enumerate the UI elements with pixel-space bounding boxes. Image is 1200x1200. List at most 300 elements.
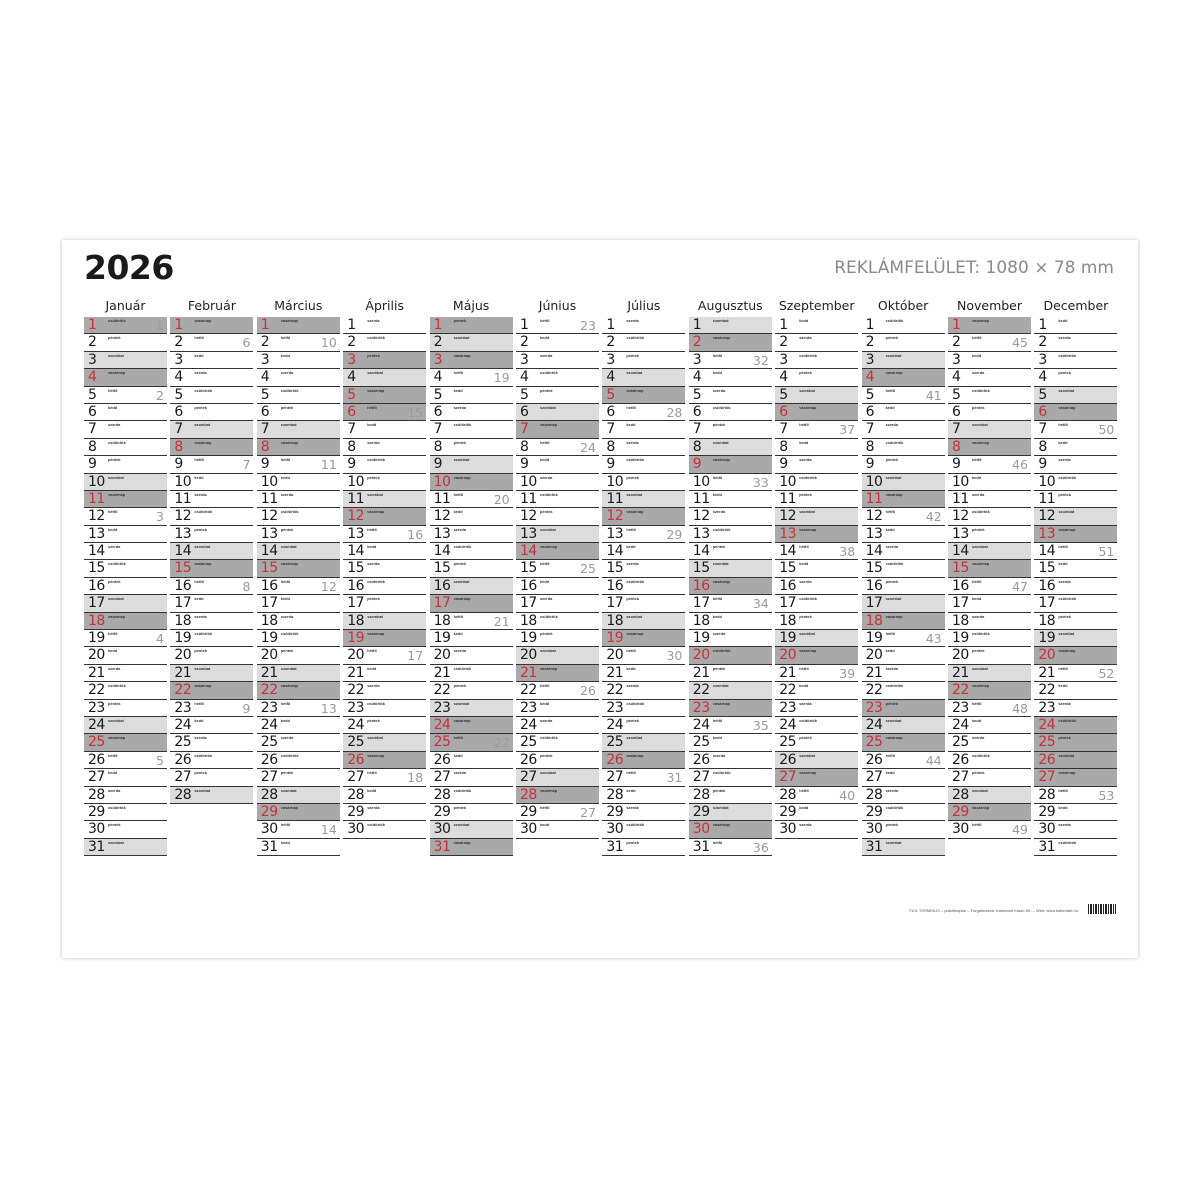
day-row xyxy=(689,474,772,491)
day-row xyxy=(602,595,685,612)
day-info xyxy=(713,476,753,481)
month-column xyxy=(862,296,945,856)
day-row xyxy=(170,317,253,334)
week-number: 38 xyxy=(839,544,856,560)
day-row xyxy=(862,352,945,369)
weekday-name: vasárnap xyxy=(367,387,385,393)
day-row xyxy=(343,682,426,699)
day-number: 25 xyxy=(174,734,192,751)
day-info xyxy=(108,632,148,637)
weekday-name: kedd xyxy=(367,665,377,671)
weekday-name: hétfő xyxy=(280,700,291,706)
day-info xyxy=(108,458,148,463)
day-row xyxy=(948,317,1031,334)
weekday-name: csütörtök xyxy=(1058,596,1077,602)
weekday-name: hétfő xyxy=(280,457,291,463)
weekday-name: szerda xyxy=(626,439,639,445)
day-number: 23 xyxy=(520,699,537,716)
day-info xyxy=(626,615,666,620)
day-info xyxy=(454,354,494,359)
weekday-name: péntek xyxy=(453,683,467,689)
weekday-name: hétfő xyxy=(453,735,464,741)
day-number: 2 xyxy=(520,334,529,351)
weekday-name: szerda xyxy=(280,613,294,619)
day-number: 12 xyxy=(520,508,537,525)
day-number: 26 xyxy=(433,751,451,768)
weekday-name: szombat xyxy=(367,370,383,376)
day-info xyxy=(799,667,839,672)
weekday-name: szerda xyxy=(712,387,726,393)
weekday-name: szombat xyxy=(1058,509,1075,515)
day-row xyxy=(689,787,772,804)
day-info xyxy=(367,336,407,341)
weekday-name: szombat xyxy=(367,491,383,497)
day-row xyxy=(862,578,945,595)
weekday-name: csütörtök xyxy=(972,752,990,758)
day-row xyxy=(689,526,772,543)
month-name: Március xyxy=(274,298,323,313)
weekday-name: csütörtök xyxy=(799,352,817,358)
weekday-name: kedd xyxy=(1058,561,1068,567)
day-row xyxy=(602,630,685,647)
day-info xyxy=(194,597,234,602)
day-info xyxy=(367,736,407,741)
day-info xyxy=(713,423,753,428)
day-info xyxy=(454,597,494,602)
day-row xyxy=(689,334,772,351)
day-row xyxy=(516,526,599,543)
day-row xyxy=(775,439,858,456)
day-info xyxy=(540,615,580,620)
day-number: 8 xyxy=(520,438,529,455)
day-number: 9 xyxy=(174,456,183,473)
weekday-name: vasárnap xyxy=(280,561,298,567)
day-info xyxy=(972,754,1012,759)
day-number: 21 xyxy=(88,664,105,681)
weekday-name: szerda xyxy=(626,561,639,567)
day-row xyxy=(775,804,858,821)
weekday-name: szombat xyxy=(108,839,124,845)
day-number: 1 xyxy=(520,317,529,333)
week-number: 25 xyxy=(580,561,596,577)
day-row xyxy=(948,578,1031,595)
day-info xyxy=(713,754,753,759)
day-number: 22 xyxy=(88,682,105,699)
day-number: 22 xyxy=(347,682,365,699)
day-info xyxy=(194,771,234,776)
day-row xyxy=(516,665,599,682)
day-number: 12 xyxy=(606,508,624,525)
weekday-name: péntek xyxy=(108,457,121,463)
day-number: 22 xyxy=(433,682,451,699)
weekday-name: csütörtök xyxy=(453,544,472,550)
day-row xyxy=(170,613,253,630)
day-row xyxy=(689,317,772,334)
day-number: 22 xyxy=(692,682,710,699)
day-info xyxy=(454,754,494,759)
day-row xyxy=(862,491,945,508)
day-number: 27 xyxy=(174,769,192,786)
day-info xyxy=(972,528,1012,533)
day-number: 3 xyxy=(174,351,183,368)
day-number: 2 xyxy=(433,334,443,351)
day-info xyxy=(626,336,666,341)
weekday-name: szerda xyxy=(885,665,898,671)
day-number: 18 xyxy=(606,612,624,629)
day-info xyxy=(799,597,839,602)
day-number: 9 xyxy=(692,456,702,473)
day-row xyxy=(84,717,167,734)
day-info xyxy=(367,806,407,811)
day-number: 8 xyxy=(779,438,788,455)
day-row xyxy=(170,508,253,525)
day-number: 30 xyxy=(347,821,365,838)
day-info xyxy=(281,719,321,724)
day-row xyxy=(170,630,253,647)
day-number: 20 xyxy=(347,647,365,664)
barcode-icon xyxy=(1088,904,1116,914)
weekday-name: hétfő xyxy=(712,717,723,723)
weekday-name: kedd xyxy=(712,370,722,376)
day-row xyxy=(257,404,340,421)
day-info xyxy=(454,458,494,463)
day-number: 7 xyxy=(433,421,443,438)
day-number: 28 xyxy=(606,786,624,803)
weekday-name: csütörtök xyxy=(540,370,558,376)
weekday-name: péntek xyxy=(1058,613,1071,619)
week-number: 47 xyxy=(1012,578,1028,594)
day-info xyxy=(626,389,666,394)
day-info xyxy=(886,354,926,359)
weekday-name: vasárnap xyxy=(453,596,471,602)
weekday-name: szombat xyxy=(1058,752,1075,758)
day-row xyxy=(343,352,426,369)
weekday-name: szombat xyxy=(626,491,643,497)
day-row xyxy=(775,526,858,543)
day-row xyxy=(689,804,772,821)
weekday-name: kedd xyxy=(540,457,550,463)
day-row xyxy=(516,717,599,734)
weekday-name: vasárnap xyxy=(108,735,126,741)
day-number: 27 xyxy=(865,769,883,786)
day-row xyxy=(516,804,599,821)
weekday-name: péntek xyxy=(1058,370,1071,376)
day-info xyxy=(799,806,839,811)
day-info xyxy=(108,684,148,689)
week-number: 14 xyxy=(320,822,337,838)
day-number: 30 xyxy=(520,821,537,838)
day-number: 1 xyxy=(174,317,183,333)
day-row xyxy=(948,804,1031,821)
day-row xyxy=(1034,404,1117,421)
weekday-name: vasárnap xyxy=(108,613,126,619)
day-number: 30 xyxy=(260,821,278,838)
day-number: 19 xyxy=(606,630,624,647)
weekday-name: szombat xyxy=(540,770,556,776)
day-row xyxy=(430,821,513,838)
weekday-name: csütörtök xyxy=(194,752,213,758)
weekday-name: szombat xyxy=(972,544,988,550)
day-number: 2 xyxy=(952,334,961,351)
day-number: 23 xyxy=(174,699,192,716)
day-number: 15 xyxy=(433,560,451,577)
day-info xyxy=(281,597,321,602)
weekday-name: kedd xyxy=(453,752,463,758)
day-number: 3 xyxy=(88,351,97,368)
day-number: 28 xyxy=(692,786,710,803)
day-row xyxy=(862,439,945,456)
day-row xyxy=(343,769,426,786)
day-number: 25 xyxy=(88,734,105,751)
day-info xyxy=(1058,702,1098,707)
day-number: 10 xyxy=(606,473,624,490)
day-info xyxy=(799,389,839,394)
day-number: 8 xyxy=(1038,438,1047,455)
day-row xyxy=(1034,387,1117,404)
day-info xyxy=(972,406,1012,411)
day-info xyxy=(454,528,494,533)
weekday-name: csütörtök xyxy=(1058,352,1077,358)
day-row xyxy=(689,839,772,856)
day-row xyxy=(84,769,167,786)
day-info xyxy=(886,423,926,428)
day-info xyxy=(713,684,753,689)
day-row xyxy=(862,456,945,473)
weekday-name: péntek xyxy=(367,596,380,602)
day-number: 19 xyxy=(433,630,451,647)
weekday-name: hétfő xyxy=(972,335,982,341)
day-row xyxy=(343,630,426,647)
day-info xyxy=(1058,684,1098,689)
day-number: 14 xyxy=(606,543,624,560)
day-number: 5 xyxy=(692,386,702,403)
day-row xyxy=(775,508,858,525)
day-info xyxy=(972,371,1012,376)
day-row xyxy=(430,578,513,595)
weekday-name: péntek xyxy=(108,578,121,584)
day-info xyxy=(194,667,234,672)
weekday-name: szerda xyxy=(280,491,294,497)
day-row xyxy=(516,560,599,577)
day-number: 24 xyxy=(952,716,969,733)
day-number: 11 xyxy=(347,490,365,507)
day-row xyxy=(170,474,253,491)
weekday-name: szombat xyxy=(972,422,988,428)
day-info xyxy=(972,545,1012,550)
day-info xyxy=(1058,615,1098,620)
day-row xyxy=(862,717,945,734)
month-column xyxy=(170,296,253,804)
weekday-name: csütörtök xyxy=(626,822,645,828)
weekday-name: szombat xyxy=(712,439,729,445)
day-row xyxy=(170,526,253,543)
weekday-name: vasárnap xyxy=(799,770,817,776)
day-number: 9 xyxy=(779,456,788,473)
day-row xyxy=(343,404,426,421)
day-number: 3 xyxy=(347,351,356,368)
day-info xyxy=(713,354,753,359)
day-number: 2 xyxy=(865,334,875,351)
day-row xyxy=(84,665,167,682)
day-info xyxy=(454,423,494,428)
weekday-name: vasárnap xyxy=(367,509,385,515)
day-info xyxy=(281,510,321,515)
day-row xyxy=(948,734,1031,751)
day-number: 8 xyxy=(865,438,875,455)
day-row xyxy=(170,647,253,664)
month-column xyxy=(689,296,772,856)
day-info xyxy=(1058,719,1098,724)
weekday-name: péntek xyxy=(972,648,985,654)
day-number: 23 xyxy=(952,699,969,716)
day-number: 31 xyxy=(88,838,105,855)
weekday-name: péntek xyxy=(885,457,899,463)
weekday-name: hétfő xyxy=(540,804,550,810)
day-info xyxy=(713,667,753,672)
day-row xyxy=(343,700,426,717)
day-row xyxy=(602,543,685,560)
weekday-name: péntek xyxy=(712,544,726,550)
day-row xyxy=(430,717,513,734)
day-row xyxy=(1034,630,1117,647)
weekday-name: kedd xyxy=(626,422,636,428)
day-row xyxy=(516,439,599,456)
weekday-name: szombat xyxy=(626,613,643,619)
day-info xyxy=(1058,649,1098,654)
weekday-name: kedd xyxy=(280,474,290,480)
weekday-name: kedd xyxy=(280,352,290,358)
day-row xyxy=(775,491,858,508)
day-info xyxy=(108,336,148,341)
day-number: 29 xyxy=(88,803,105,820)
day-number: 2 xyxy=(88,334,97,351)
week-number: 51 xyxy=(1098,544,1115,560)
weekday-name: szerda xyxy=(972,735,985,741)
day-number: 23 xyxy=(779,699,797,716)
day-info xyxy=(108,354,148,359)
weekday-name: vasárnap xyxy=(194,318,212,323)
day-number: 13 xyxy=(260,525,278,542)
weekday-name: vasárnap xyxy=(453,474,471,480)
day-number: 29 xyxy=(260,803,278,820)
day-info xyxy=(281,354,321,359)
day-number: 3 xyxy=(952,351,961,368)
day-info xyxy=(367,389,407,394)
day-number: 5 xyxy=(88,386,97,403)
day-number: 5 xyxy=(520,386,529,403)
weekday-name: hétfő xyxy=(885,387,896,393)
day-row xyxy=(170,578,253,595)
month-name: Szeptember xyxy=(778,298,855,313)
day-row xyxy=(84,839,167,856)
day-info xyxy=(972,510,1012,515)
day-row xyxy=(1034,752,1117,769)
day-row xyxy=(948,682,1031,699)
day-info xyxy=(972,597,1012,602)
day-row xyxy=(343,439,426,456)
day-row xyxy=(84,404,167,421)
week-number: 7 xyxy=(242,457,251,473)
weekday-name: kedd xyxy=(799,439,809,445)
weekday-name: szerda xyxy=(799,700,812,706)
day-row xyxy=(948,630,1031,647)
weekday-name: szombat xyxy=(453,822,470,828)
weekday-name: csütörtök xyxy=(280,631,299,637)
weekday-name: csütörtök xyxy=(799,596,817,602)
day-info xyxy=(367,754,407,759)
day-number: 19 xyxy=(865,630,883,647)
day-row xyxy=(948,752,1031,769)
day-info xyxy=(108,562,148,567)
day-number: 4 xyxy=(1038,369,1047,386)
day-row xyxy=(84,787,167,804)
day-row xyxy=(1034,317,1117,334)
day-number: 3 xyxy=(1038,351,1047,368)
day-row xyxy=(516,334,599,351)
week-number: 42 xyxy=(925,509,942,525)
month-name: Január xyxy=(105,298,146,313)
day-info xyxy=(194,336,234,341)
day-row xyxy=(84,508,167,525)
day-row xyxy=(948,421,1031,438)
day-number: 28 xyxy=(174,786,192,803)
day-info xyxy=(799,528,839,533)
day-row xyxy=(516,387,599,404)
day-row xyxy=(862,508,945,525)
day-number: 8 xyxy=(952,438,961,455)
weekday-name: vasárnap xyxy=(799,526,817,532)
day-number: 21 xyxy=(692,664,710,681)
weekday-name: hétfő xyxy=(194,700,204,706)
day-row xyxy=(689,821,772,838)
week-number: 32 xyxy=(752,352,769,368)
day-info xyxy=(540,806,580,811)
weekday-name: szombat xyxy=(280,422,297,428)
day-info xyxy=(367,667,407,672)
weekday-name: szerda xyxy=(540,352,553,358)
day-row xyxy=(84,821,167,838)
day-info xyxy=(799,754,839,759)
day-row xyxy=(430,456,513,473)
weekday-name: hétfő xyxy=(108,387,118,393)
day-number: 21 xyxy=(347,664,365,681)
weekday-name: csütörtök xyxy=(1058,717,1077,723)
weekday-name: szerda xyxy=(194,491,207,497)
week-number: 33 xyxy=(752,474,769,490)
day-row xyxy=(343,752,426,769)
day-info xyxy=(713,719,753,724)
weekday-name: szerda xyxy=(540,474,553,480)
day-row xyxy=(862,387,945,404)
day-number: 15 xyxy=(260,560,278,577)
day-number: 25 xyxy=(260,734,278,751)
day-info xyxy=(886,667,926,672)
weekday-name: péntek xyxy=(885,578,899,584)
day-number: 13 xyxy=(606,525,624,542)
day-info xyxy=(1058,823,1098,828)
weekday-name: péntek xyxy=(885,822,899,828)
day-row xyxy=(948,508,1031,525)
day-row xyxy=(516,752,599,769)
day-info xyxy=(626,649,666,654)
weekday-name: szombat xyxy=(194,787,211,793)
weekday-name: péntek xyxy=(626,717,639,723)
week-number: 53 xyxy=(1098,787,1115,803)
day-number: 21 xyxy=(260,664,278,681)
day-row xyxy=(689,595,772,612)
day-number: 23 xyxy=(865,699,883,716)
day-number: 22 xyxy=(520,682,537,699)
